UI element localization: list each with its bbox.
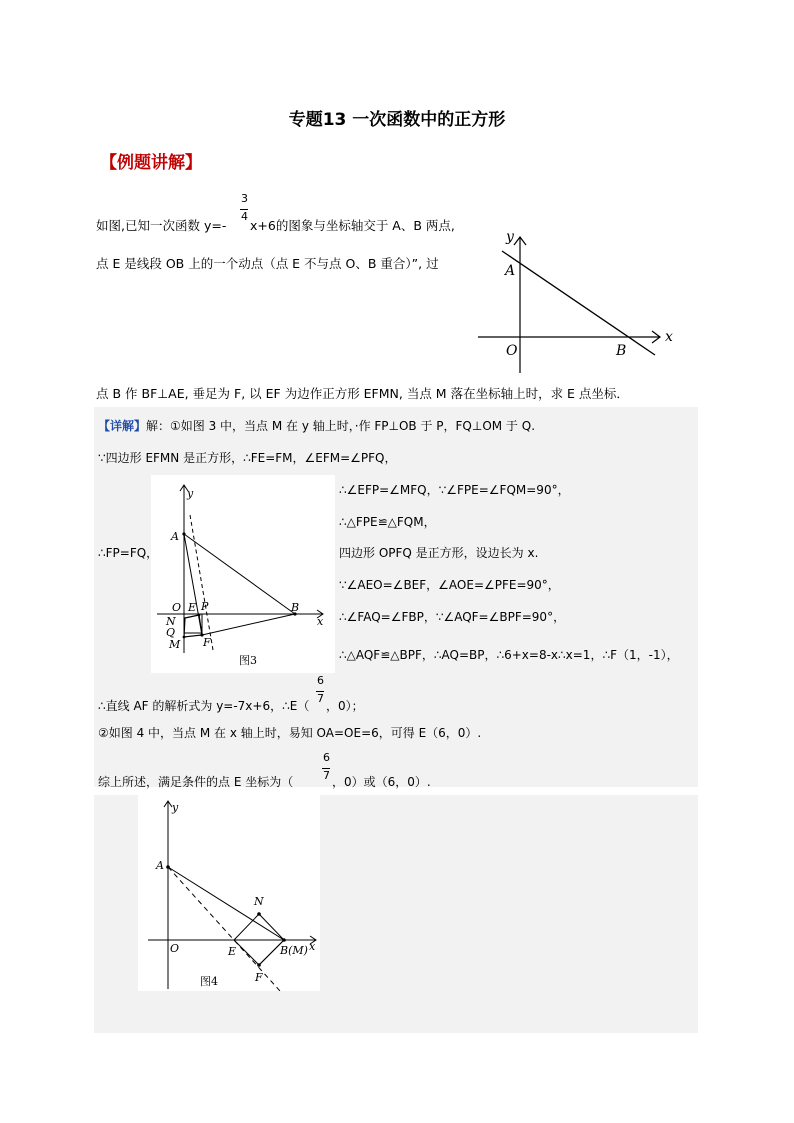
fig4-y-label: y <box>172 801 179 814</box>
section-heading: 【例题讲解】 <box>100 153 202 173</box>
figure-4 <box>138 795 320 991</box>
fig4-point-n: N <box>254 895 264 908</box>
coordinate-figure-main <box>470 225 680 375</box>
fig3-point-b: B <box>291 601 300 614</box>
point-o-label: O <box>506 343 518 359</box>
solution-line-1 <box>98 417 535 434</box>
question-line-1b: x+6的图象与坐标轴交于 A、B 两点, <box>250 218 455 233</box>
s9-fraction-numerator: 6 <box>317 674 324 687</box>
s9-fraction-denominator: 7 <box>317 692 324 705</box>
s11-fraction-denominator: 7 <box>323 769 330 782</box>
fig3-point-e: E <box>188 601 197 614</box>
point-b-label: B <box>616 343 627 359</box>
fig3-point-f: F <box>203 636 211 649</box>
solution-line-4: ∴△FPE≌△FQM， <box>339 515 436 529</box>
s11-fraction-numerator: 6 <box>323 751 330 764</box>
fig3-point-a: A <box>171 530 179 543</box>
question-line-2: 点 E 是线段 OB 上的一个动点（点 E 不与点 O、B 重合）”, 过 <box>96 256 439 271</box>
question-line-1a: 如图,已知一次函数 y=- <box>96 218 227 233</box>
y-axis-label: y <box>506 229 514 245</box>
solution-line-1-text: 解：①如图 3 中，当点 M 在 y 轴上时，·作 FP⊥OB 于 P，FQ⊥OM 于 Q. <box>146 419 536 433</box>
point-a-label: A <box>505 263 516 279</box>
fig4-point-f: F <box>255 971 263 984</box>
fig3-point-m: M <box>169 638 181 651</box>
solution-line-11a: 综上所述，满足条件的点 E 坐标为（ <box>98 775 294 789</box>
solution-line-11b: ，0）或（6，0）. <box>332 775 431 789</box>
solution-line-3: ∴∠EFP=∠MFQ，∵∠FPE=∠FQM=90°， <box>339 483 570 497</box>
solution-line-9b: ，0）； <box>326 699 364 713</box>
solution-line-5-right: 四边形 OPFQ 是正方形，设边长为 x. <box>339 546 539 560</box>
fig3-point-q: Q <box>166 626 176 639</box>
solution-tag: 【详解】 <box>98 419 147 433</box>
solution-line-10: ②如图 4 中，当点 M 在 x 轴上时，易知 OA=OE=6，可得 E（6，0）. <box>98 726 482 740</box>
fig4-point-a: A <box>156 859 164 872</box>
page-title: 专题13 一次函数中的正方形 <box>288 110 506 130</box>
fig3-caption: 图3 <box>239 654 257 667</box>
solution-line-6: ∵∠AEO=∠BEF，∠AOE=∠PFE=90°， <box>339 578 560 592</box>
solution-line-7: ∴∠FAQ=∠FBP，∵∠AQF=∠BPF=90°， <box>339 610 566 624</box>
fig4-point-b-m: B(M) <box>280 944 308 957</box>
fig3-point-n: N <box>166 615 176 628</box>
fraction-denominator: 4 <box>241 210 248 223</box>
fig4-caption: 图4 <box>200 975 218 988</box>
fig3-point-o: O <box>172 601 182 614</box>
fig4-point-e: E <box>228 945 237 958</box>
question-line-3: 点 B 作 BF⊥AE, 垂足为 F, 以 EF 为边作正方形 EFMN, 当点 M 落在坐标轴上时，求 E 点坐标． <box>96 386 629 401</box>
solution-line-9a: ∴直线 AF 的解析式为 y=-7x+6，∴E（ <box>98 699 310 713</box>
solution-line-2: ∵四边形 EFMN 是正方形，∴FE=FM，∠EFM=∠PFQ， <box>98 451 397 465</box>
x-axis-label: x <box>665 329 673 345</box>
fig4-x-label: x <box>309 940 316 953</box>
figure-3 <box>151 475 335 673</box>
fig3-point-p: P <box>201 600 209 613</box>
fig4-point-o: O <box>170 942 180 955</box>
fraction-numerator: 3 <box>241 192 248 205</box>
fig3-x-label: x <box>317 615 324 628</box>
solution-line-5-left: ∴FP=FQ， <box>98 546 159 560</box>
fig3-y-label: y <box>187 487 194 500</box>
solution-line-8: ∴△AQF≌△BPF，∴AQ=BP，∴6+x=8-x∴x=1，∴F（1，-1）， <box>339 648 679 662</box>
